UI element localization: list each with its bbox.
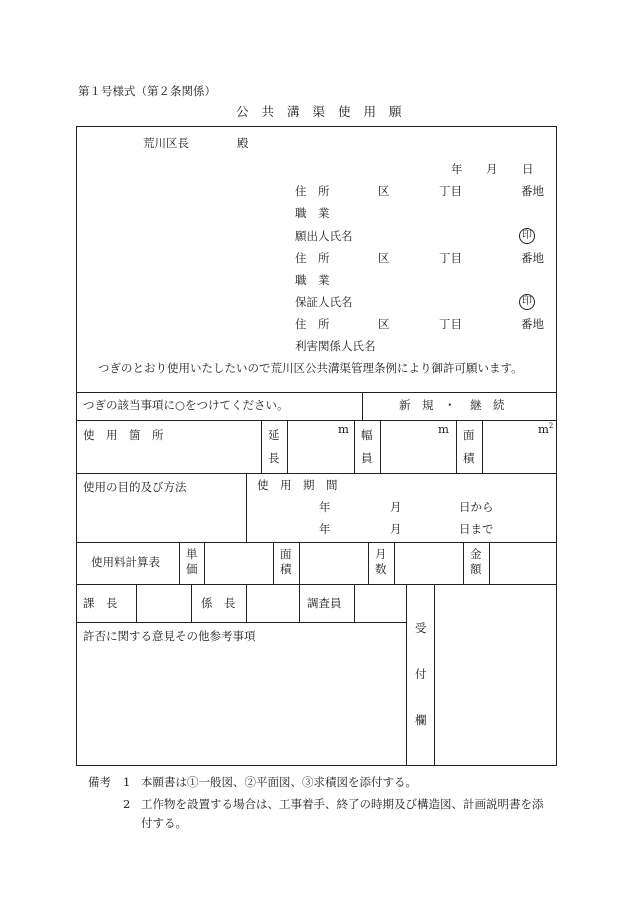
selection-divider	[362, 392, 363, 420]
period-to-year: 年	[319, 522, 331, 536]
row-divider	[76, 584, 557, 585]
applicant-chome-label: 丁目	[439, 184, 462, 198]
note-2-number: 2	[123, 797, 131, 811]
reception-label-3: 欄	[415, 713, 427, 727]
width-label-bottom: 員	[361, 451, 373, 465]
note-2-text: 工作物を設置する場合は、工事着手、終了の時期及び構造図、計画説明書を添	[141, 797, 544, 811]
inspector-label: 調査員	[307, 596, 342, 610]
width-label-top: 幅	[361, 428, 373, 442]
fee-area-label-top: 面	[280, 547, 292, 561]
guarantor-address-label: 住 所	[295, 251, 330, 265]
form-number: 第１号様式（第２条関係）	[78, 84, 216, 98]
cell-divider	[354, 584, 355, 622]
width-unit: m	[438, 422, 449, 436]
cell-divider	[287, 420, 288, 473]
cell-divider	[246, 473, 247, 542]
area-unit	[538, 424, 553, 436]
period-from-day: 日から	[459, 500, 494, 514]
applicant-seal-mark: 印	[519, 228, 535, 244]
option-separator: ・	[444, 398, 456, 412]
reception-divider-left	[406, 584, 407, 766]
purpose-label: 使用の目的及び方法	[83, 480, 187, 494]
period-from-month: 月	[390, 500, 402, 514]
cell-divider	[299, 584, 300, 622]
applicant-occupation-label: 職 業	[295, 206, 330, 220]
reception-label-1: 受	[415, 621, 427, 635]
date-day-label: 日	[522, 162, 534, 176]
cell-divider	[179, 542, 180, 584]
applicant-address-label: 住 所	[295, 184, 330, 198]
applicant-banchi-label: 番地	[521, 184, 544, 198]
cell-divider	[191, 584, 192, 622]
unit-price-label-top: 単	[186, 547, 198, 561]
row-divider	[76, 420, 557, 421]
row-divider	[76, 542, 557, 543]
opinion-label: 許否に関する意見その他参考事項	[83, 629, 256, 643]
months-label-top: 月	[375, 547, 387, 561]
note-1-text: 本願書は①一般図、②平面図、③求積図を添付する。	[141, 775, 417, 789]
cell-divider	[463, 542, 464, 584]
amount-label-bottom: 額	[470, 562, 482, 576]
cell-divider	[368, 542, 369, 584]
interested-address-label: 住 所	[295, 317, 330, 331]
note-2-text-continued: 付する。	[141, 816, 187, 830]
area-label-top: 面	[463, 428, 475, 442]
guarantor-seal-mark: 印	[519, 294, 535, 310]
selection-instruction: つぎの該当事項に○をつけてください。	[83, 398, 289, 412]
cell-divider	[204, 542, 205, 584]
months-label-bottom: 数	[375, 562, 387, 576]
length-label-top: 延	[268, 428, 280, 442]
location-label: 使 用 箇 所	[83, 428, 164, 442]
length-value-field[interactable]	[296, 440, 334, 454]
date-month-label: 月	[486, 162, 498, 176]
period-label: 使 用 期 間	[257, 478, 338, 492]
interested-chome-label: 丁目	[439, 317, 462, 331]
cell-divider	[354, 420, 355, 473]
interested-name-label: 利害関係人氏名	[295, 339, 376, 353]
cell-divider	[456, 420, 457, 473]
reception-divider-right	[434, 584, 435, 766]
applicant-name-label: 願出人氏名	[295, 229, 353, 243]
area-unit-superscript: 2	[548, 422, 554, 430]
cell-divider	[136, 584, 137, 622]
fee-table-label: 使用料計算表	[91, 555, 160, 569]
guarantor-name-label: 保証人氏名	[295, 295, 353, 309]
request-statement: つぎのとおり使用いたしたいので荒川区公共溝渠管理条例により御許可願います。	[98, 361, 523, 375]
option-new[interactable]: 新 規	[399, 398, 434, 412]
length-unit: m	[338, 422, 349, 436]
cell-divider	[380, 420, 381, 473]
addressee-honorific: 殿	[237, 136, 249, 150]
period-to-day: 日まで	[459, 522, 494, 536]
form-title: 公共溝渠使用願	[236, 104, 415, 119]
cell-divider	[299, 542, 300, 584]
office-row-divider	[76, 622, 406, 623]
notes-label: 備考	[88, 775, 111, 789]
area-label-bottom: 積	[463, 451, 475, 465]
amount-label-top: 金	[470, 547, 482, 561]
cell-divider	[273, 542, 274, 584]
period-from-year: 年	[319, 500, 331, 514]
option-continue[interactable]: 継 続	[470, 398, 505, 412]
length-label-bottom: 長	[268, 451, 280, 465]
area-unit-base: m	[538, 422, 549, 436]
applicant-ward-label: 区	[378, 184, 390, 198]
cell-divider	[261, 420, 262, 473]
fee-area-label-bottom: 積	[280, 562, 292, 576]
section-chief-label: 課 長	[83, 596, 118, 610]
period-to-month: 月	[390, 522, 402, 536]
cell-divider	[489, 542, 490, 584]
note-1-number: 1	[123, 775, 131, 789]
row-divider	[76, 392, 557, 393]
row-divider	[76, 473, 557, 474]
guarantor-ward-label: 区	[378, 251, 390, 265]
date-year-label: 年	[451, 162, 463, 176]
guarantor-occupation-label: 職 業	[295, 273, 330, 287]
interested-banchi-label: 番地	[521, 317, 544, 331]
cell-divider	[394, 542, 395, 584]
subsection-chief-label: 係 長	[201, 596, 236, 610]
cell-divider	[482, 420, 483, 473]
reception-label-2: 付	[415, 667, 427, 681]
addressee-name: 荒川区長	[143, 136, 189, 150]
interested-ward-label: 区	[378, 317, 390, 331]
unit-price-label-bottom: 価	[186, 562, 198, 576]
cell-divider	[246, 584, 247, 622]
guarantor-chome-label: 丁目	[439, 251, 462, 265]
guarantor-banchi-label: 番地	[521, 251, 544, 265]
